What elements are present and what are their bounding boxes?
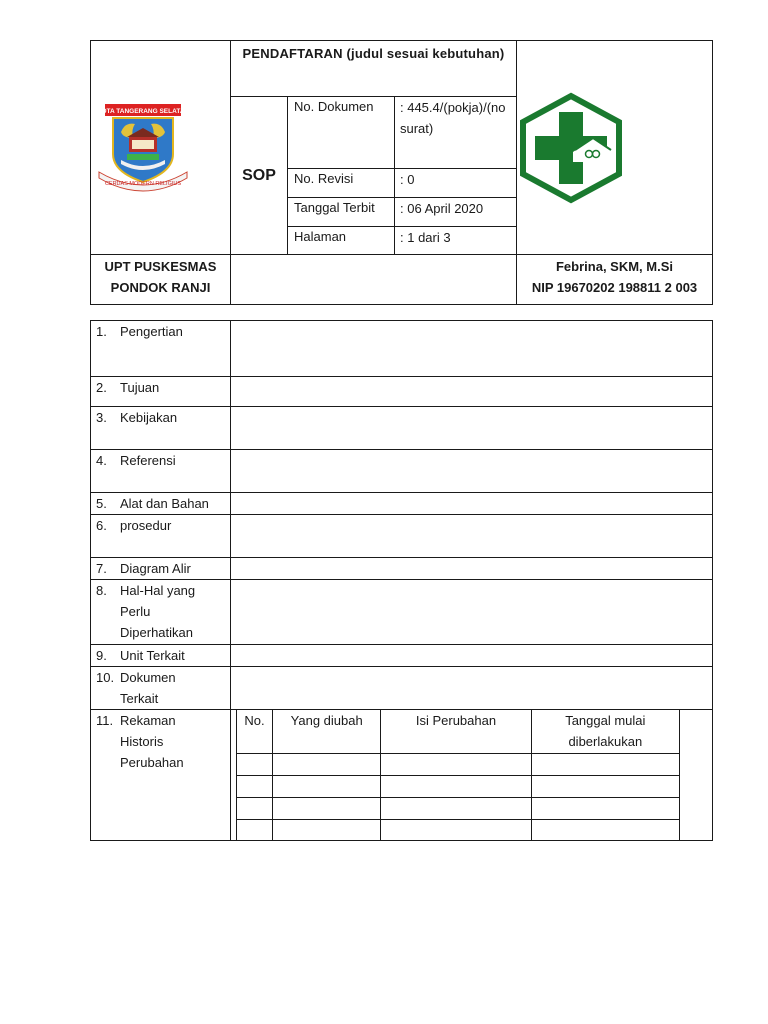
item-number: 11.: [96, 713, 114, 728]
item-label: Unit Terkait: [120, 648, 185, 663]
item-label: Pengertian: [120, 324, 183, 339]
item-content: [231, 321, 713, 377]
item-number: 4.: [96, 453, 107, 468]
history-table: [236, 710, 680, 840]
organization-cell: [91, 255, 231, 305]
item-content: [231, 667, 713, 710]
item-number: 7.: [96, 561, 107, 576]
history-header-date: Tanggal mulai diberlakukan: [531, 710, 679, 753]
city-logo-cell: [91, 41, 231, 255]
item-number: 1.: [96, 324, 107, 339]
item-hal-diperhatikan: [91, 580, 231, 645]
item-content: [231, 558, 713, 580]
item-label: Dokumen Terkait: [120, 670, 176, 706]
item-content: [231, 407, 713, 450]
history-row: [237, 797, 680, 819]
signer-nip: NIP 19670202 198811 2 003: [531, 280, 698, 295]
item-content: [231, 645, 713, 667]
item-label: Referensi: [120, 453, 176, 468]
item-number: 6.: [96, 518, 107, 533]
item-dokumen-terkait: [91, 667, 231, 710]
item-content: [231, 377, 713, 407]
item-label: Hal-Hal yang Perlu Diperhatikan: [120, 583, 196, 640]
item-number: 10.: [96, 670, 115, 685]
issue-date-label: Tanggal Terbit: [288, 198, 395, 227]
item-alat-bahan: [91, 493, 231, 515]
puskesmas-logo-icon: [517, 92, 625, 204]
item-label: Kebijakan: [120, 410, 178, 425]
history-header-no: No.: [237, 710, 273, 753]
item-prosedur: [91, 515, 231, 558]
issue-date-value: : 06 April 2020: [395, 198, 517, 227]
history-header-changed: Yang diubah: [273, 710, 381, 753]
history-header-content: Isi Perubahan: [381, 710, 531, 753]
item-content: [231, 580, 713, 645]
item-content: [231, 450, 713, 493]
signer-name: Febrina, SKM, M.Si: [555, 259, 673, 274]
item-diagram-alir: [91, 558, 231, 580]
sop-label: SOP: [231, 97, 288, 255]
item-unit-terkait: [91, 645, 231, 667]
item-number: 3.: [96, 410, 107, 425]
history-row: [237, 819, 680, 840]
city-logo-motto: CERDAS MODERN RELIGIUS: [104, 180, 182, 187]
puskesmas-logo-cell: [517, 41, 713, 255]
signature-space: [231, 255, 517, 305]
sop-content-table: [90, 320, 713, 841]
organization-line2: PONDOK RANJI: [110, 280, 211, 295]
history-row: [237, 775, 680, 797]
document-title: PENDAFTARAN (judul sesuai kebutuhan): [231, 41, 517, 97]
item-pengertian: [91, 321, 231, 377]
organization-line1: UPT PUSKESMAS: [104, 259, 217, 274]
item-referensi: [91, 450, 231, 493]
item-label: Diagram Alir: [120, 561, 191, 576]
item-rekaman-historis: [91, 710, 231, 841]
item-number: 9.: [96, 648, 107, 663]
city-logo-text: KOTA TANGERANG SELATAN: [96, 107, 190, 115]
item-content: [231, 493, 713, 515]
page-label: Halaman: [288, 227, 395, 255]
item-label: Rekaman Historis Perubahan: [120, 713, 184, 770]
item-label: Alat dan Bahan: [120, 496, 209, 511]
item-number: 8.: [96, 583, 107, 598]
item-tujuan: [91, 377, 231, 407]
header-table: [90, 40, 713, 305]
item-number: 2.: [96, 380, 107, 395]
history-cell: [231, 710, 713, 841]
doc-number-value: : 445.4/(pokja)/(no surat): [395, 97, 517, 169]
signer-cell: [517, 255, 713, 305]
item-content: [231, 515, 713, 558]
revision-label: No. Revisi: [288, 169, 395, 198]
doc-number-label: No. Dokumen: [288, 97, 395, 169]
page-value: : 1 dari 3: [395, 227, 517, 255]
revision-value: : 0: [395, 169, 517, 198]
item-number: 5.: [96, 496, 107, 511]
city-emblem-icon: [91, 102, 195, 194]
item-label: Tujuan: [120, 380, 160, 395]
item-label: prosedur: [120, 518, 172, 533]
item-kebijakan: [91, 407, 231, 450]
history-row: [237, 753, 680, 775]
